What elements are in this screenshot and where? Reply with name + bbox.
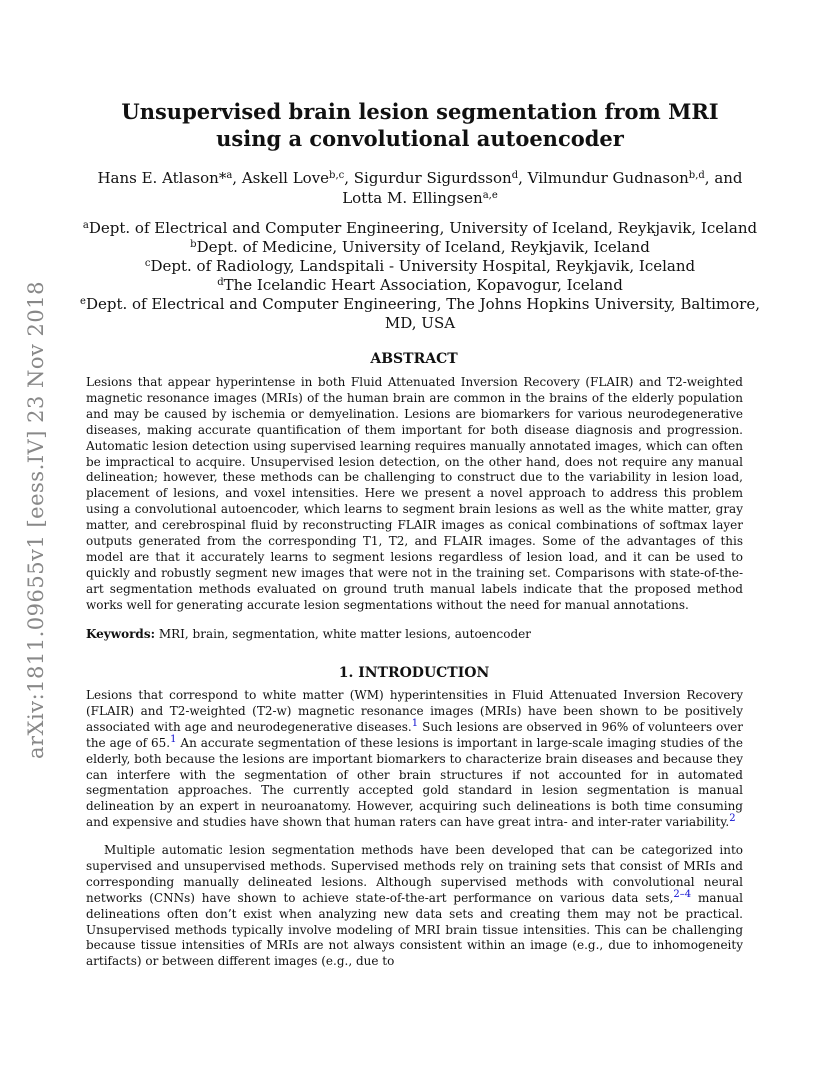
abstract-text: Lesions that appear hyperintense in both Fluid Attenuated Inversion Recovery (FLAIR) and T2-weighted magnetic resonance images (MRIs) of the human brain are common in the brains of the elderly population and may be caused by ischemia or demyelination. Lesions are biomarkers for various neurodegenerative diseases, making accurate quantification of them important for both disease diagnosis and progression. Automatic lesion detection using supervised learning requires manually annotated images, which can often be impractical to acquire. Unsupervised lesion detection, on the other hand, does not require any manual delineation; however, these methods can be challenging to construct due to the variability in lesion load, placement of lesions, and voxel intensities. Here we present a novel approach to address this problem using a convolutional autoencoder, which learns to segment brain lesions as well as the white matter, gray matter, and cerebrospinal fluid by reconstructing FLAIR images as conical combinations of softmax layer outputs generated from the corresponding T1, T2, and FLAIR images. Some of the advantages of this model are that it accurately learns to segment lesions regardless of lesion load, and it can be used to quickly and robustly segment new images that were not in the training set. Comparisons with state-of-the-art segmentation methods evaluated on ground truth manual labels indicate that the proposed method works well for generating accurate lesion segmentations without the need for manual annotations. (86, 375, 743, 612)
affiliation-mark: c (144, 258, 151, 269)
author-name: Lotta M. Ellingsen (342, 189, 483, 207)
section-heading-introduction: 1. INTRODUCTION (338, 665, 490, 681)
paragraph-text: Such lesions are observed in 96% of volunteers over the age of 65. (86, 719, 743, 750)
author-affiliation-mark: b,c (329, 170, 345, 181)
citation-link: 2 (729, 813, 736, 825)
paragraph-text: Lesions that correspond to white matter (WM) hyperintensities in Fluid Attenuated Inversion Recovery (FLAIR) and T2-weighted (T2-w) magnetic resonance images (MRIs) have been shown to be positively associated with age and neurodegenerative diseases. (86, 688, 743, 734)
author-list: Hans E. Atlason*$^a$, Askell Love$^{b,c}$, Sigurdur Sigurdsson$^d$, Vilmundur Gudnason$^{b,d}$, and Lotta M. Ellingsen$^{a,e}$ (97, 169, 743, 207)
affiliation-text: Dept. of Electrical and Computer Engineering, The Johns Hopkins University, Baltimore, (85, 295, 760, 313)
affiliation-line (70, 238, 770, 257)
author-affiliation-mark: a,e (482, 190, 498, 201)
affiliation-list (70, 219, 770, 333)
affiliation-text: Dept. of Radiology, Landspitali - University Hospital, Reykjavik, Iceland (150, 257, 696, 275)
author-name: Sigurdur Sigurdsson (353, 169, 512, 187)
author-name: Vilmundur Gudnason (527, 169, 689, 187)
affiliation-mark: d (217, 277, 224, 288)
keywords-line (86, 627, 743, 643)
paragraph-text: manual delineations often don’t exist when analyzing new data sets and creating them may not be practical. Unsupervised methods typically involve modeling of MRI brain tissue intensities. This can be challenging because tissue intensities of MRIs are not always consistent within an image (e.g., due to inhomogeneity artifacts) or between different images (e.g., due to (86, 890, 744, 969)
affiliation-line (70, 295, 770, 314)
intro-paragraph-2 (86, 843, 743, 970)
paragraph-text: An accurate segmentation of these lesions is important in large-scale imaging studies of the elderly, both because the lesions are important biomarkers to characterize brain diseases and because they can interfere with the segmentation of other brain structures if not accounted for in automated segmentation approaches. The currently accepted gold standard in lesion segmentation is manual delineation by an expert in neuroanatomy. However, acquiring such delineations is both time consuming and expensive and studies have shown that human raters can have great intra- and inter-rater variability. (86, 735, 743, 830)
citation-link: 1 (170, 733, 177, 745)
citation-link: 1 (411, 717, 419, 729)
abstract-heading: ABSTRACT (370, 351, 458, 367)
affiliation-text: MD, USA (384, 314, 456, 332)
intro-paragraph-1 (86, 688, 743, 831)
paragraph-text: Multiple automatic lesion segmentation methods have been developed that can be categorized into supervised and unsupervised methods. Supervised methods rely on training sets that consist of MRIs and corresponding manually delineated lesions. Although supervised methods with convolutional neural networks (CNNs) have shown to achieve state-of-the-art performance on various data sets, (86, 843, 743, 905)
affiliation-line (70, 219, 770, 238)
author-affiliation-mark: b,d (688, 170, 705, 181)
affiliation-line (70, 257, 770, 276)
citation-link: 2–4 (673, 888, 692, 900)
affiliation-line (70, 314, 770, 333)
paper-title: Unsupervised brain lesion segmentation from MRI using a convolutional autoencoder (121, 99, 719, 151)
affiliation-mark: b (190, 239, 197, 250)
affiliation-text: Dept. of Electrical and Computer Engineering, University of Iceland, Reykjavik, Iceland (88, 219, 758, 237)
affiliation-text: The Icelandic Heart Association, Kopavogur, Iceland (223, 276, 623, 294)
affiliation-line (70, 276, 770, 295)
author-name: Askell Love (241, 169, 330, 187)
affiliation-text: Dept. of Medicine, University of Iceland, Reykjavik, Iceland (196, 238, 650, 256)
arxiv-identifier-stamp: arXiv:1811.09655v1 [eess.IV] 23 Nov 2018 (24, 281, 48, 759)
keywords-text: MRI, brain, segmentation, white matter lesions, autoencoder (158, 627, 531, 641)
keywords-label: Keywords: (86, 627, 156, 641)
author-name: Hans E. Atlason* (97, 169, 227, 187)
affiliation-mark: e (80, 296, 86, 307)
author-affiliation-mark: a (226, 170, 233, 181)
affiliation-mark: a (82, 220, 89, 231)
author-affiliation-mark: d (511, 170, 519, 181)
